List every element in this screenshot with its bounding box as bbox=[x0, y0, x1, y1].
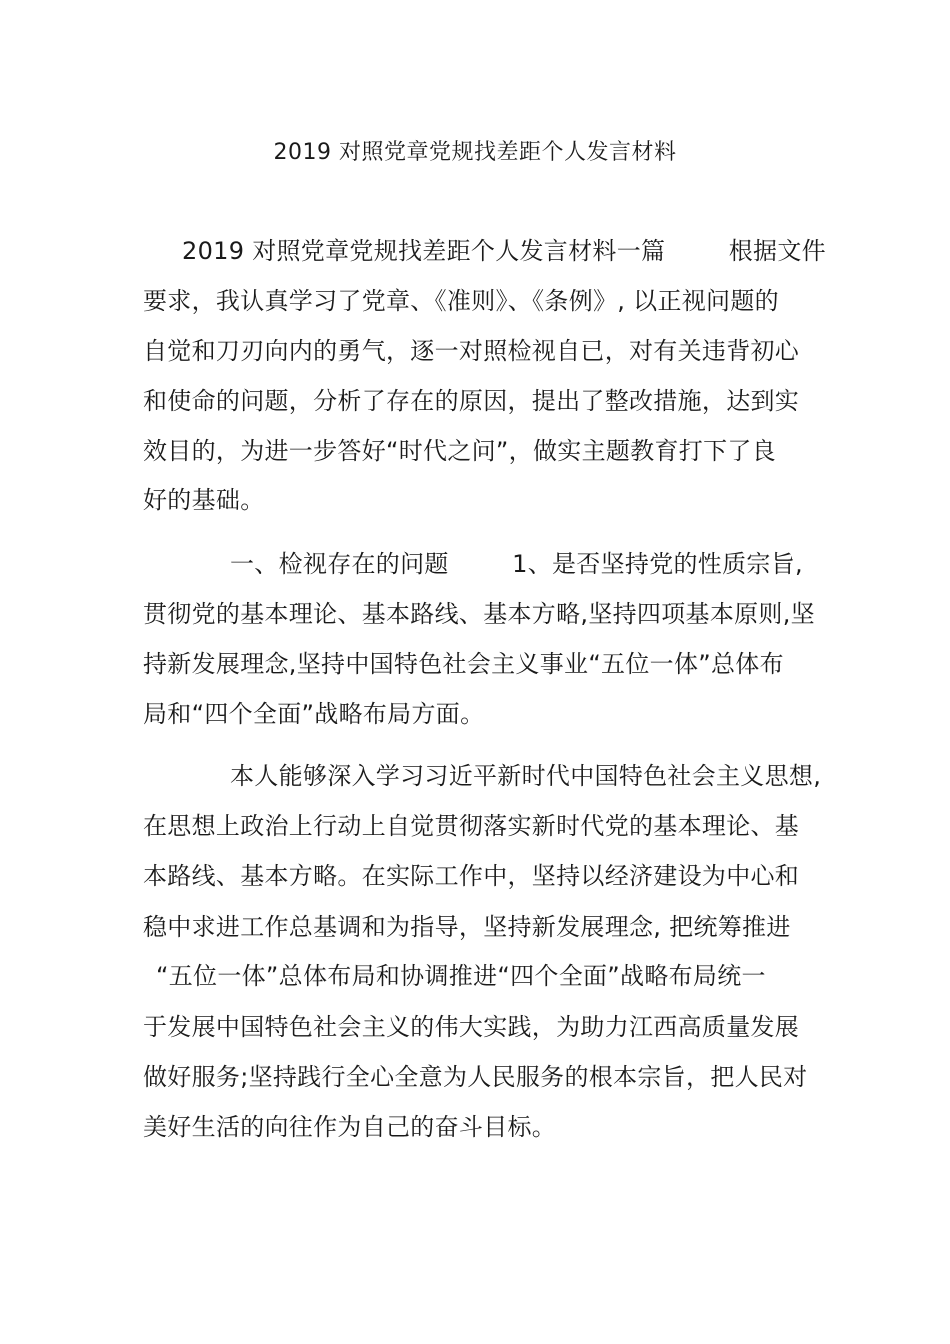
paragraph-line: 要求，我认真学习了党章、《准则》、《条例》, 以正视问题的 bbox=[143, 287, 779, 315]
document-title: 2019 对照党章党规找差距个人发言材料 bbox=[273, 140, 677, 165]
paragraph-line: 2019 对照党章党规找差距个人发言材料一篇 根据文件 bbox=[182, 237, 826, 265]
paragraph-line: 贯彻党的基本理论、基本路线、基本方略,坚持四项基本原则,坚 bbox=[143, 600, 815, 628]
paragraph-line: 本人能够深入学习习近平新时代中国特色社会主义思想, bbox=[230, 762, 822, 790]
paragraph-line: 持新发展理念,坚持中国特色社会主义事业“五位一体”总体布 bbox=[143, 650, 784, 678]
paragraph-line: 美好生活的向往作为自己的奋斗目标。 bbox=[143, 1113, 557, 1141]
paragraph-line: 效目的，为进一步答好“时代之问”，做实主题教育打下了良 bbox=[143, 437, 776, 465]
paragraph-line: 局和“四个全面”战略布局方面。 bbox=[143, 700, 485, 728]
paragraph-line: 自觉和刀刃向内的勇气，逐一对照检视自已，对有关违背初心 bbox=[143, 337, 800, 365]
paragraph-line: 本路线、基本方略。在实际工作中，坚持以经济建设为中心和 bbox=[143, 862, 800, 890]
paragraph-line: 好的基础。 bbox=[143, 486, 265, 514]
paragraph-line: “五位一体”总体布局和协调推进“四个全面”战略布局统一 bbox=[156, 962, 766, 990]
paragraph-line: 做好服务;坚持践行全心全意为人民服务的根本宗旨，把人民对 bbox=[143, 1063, 808, 1091]
paragraph-line: 和使命的问题，分析了存在的原因，提出了整改措施，达到实 bbox=[143, 387, 800, 415]
paragraph-line: 于发展中国特色社会主义的伟大实践，为助力江西高质量发展 bbox=[143, 1013, 800, 1041]
paragraph-line: 稳中求进工作总基调和为指导，坚持新发展理念, 把统筹推进 bbox=[143, 913, 791, 941]
paragraph-line: 在思想上政治上行动上自觉贯彻落实新时代党的基本理论、基 bbox=[143, 812, 800, 840]
paragraph-line: 一、检视存在的问题 1、是否坚持党的性质宗旨, bbox=[230, 550, 803, 578]
